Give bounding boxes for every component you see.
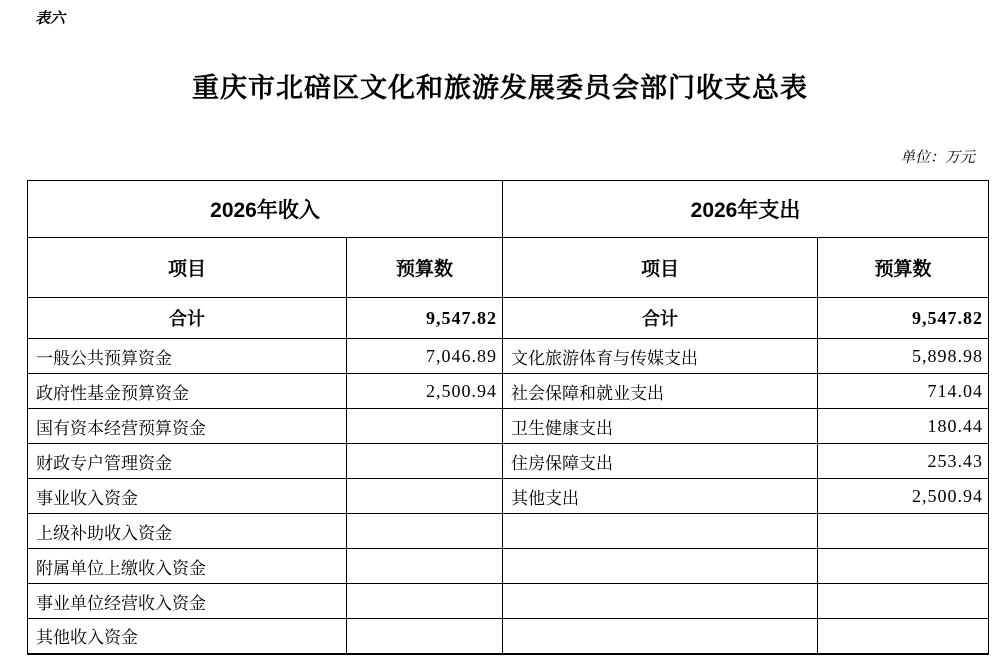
income-value-cell	[347, 514, 503, 549]
page-title: 重庆市北碚区文化和旅游发展委员会部门收支总表	[192, 73, 808, 103]
expense-value-cell: 253.43	[818, 444, 989, 479]
table-row	[28, 444, 989, 479]
table-row	[28, 549, 989, 584]
income-value-cell	[347, 479, 503, 514]
table-number-label: 表六	[35, 11, 66, 27]
income-item-cell: 财政专户管理资金	[28, 444, 347, 479]
expense-item-cell	[503, 514, 818, 549]
expense-group-header: 2026年支出	[503, 181, 989, 238]
expense-value-cell	[818, 514, 989, 549]
total-row	[28, 298, 989, 339]
expense-value-cell: 714.04	[818, 374, 989, 409]
expense-item-cell	[503, 584, 818, 619]
income-value-cell: 2,500.94	[347, 374, 503, 409]
expense-item-column-header: 项目	[503, 238, 818, 298]
unit-note: 单位：万元	[899, 150, 975, 166]
income-value-cell	[347, 444, 503, 479]
income-group-header: 2026年收入	[28, 181, 503, 238]
table-row	[28, 339, 989, 374]
expense-budget-column-header: 预算数	[818, 238, 989, 298]
income-value-cell	[347, 619, 503, 654]
expense-total-label: 合计	[503, 298, 818, 339]
column-header-row	[28, 238, 989, 298]
income-value-cell: 7,046.89	[347, 339, 503, 374]
income-total-label: 合计	[28, 298, 347, 339]
expense-item-cell	[503, 549, 818, 584]
table-row	[28, 514, 989, 549]
expense-value-cell	[818, 584, 989, 619]
budget-summary-table	[27, 180, 989, 655]
group-header-row	[28, 181, 989, 238]
expense-value-cell	[818, 549, 989, 584]
expense-item-cell: 住房保障支出	[503, 444, 818, 479]
income-value-cell	[347, 549, 503, 584]
expense-value-cell: 5,898.98	[818, 339, 989, 374]
income-item-column-header: 项目	[28, 238, 347, 298]
income-value-cell	[347, 584, 503, 619]
table-row	[28, 374, 989, 409]
income-value-cell	[347, 409, 503, 444]
expense-total-value: 9,547.82	[818, 298, 989, 339]
table-row	[28, 619, 989, 654]
income-item-cell: 上级补助收入资金	[28, 514, 347, 549]
income-total-value: 9,547.82	[347, 298, 503, 339]
table-row	[28, 584, 989, 619]
expense-item-cell: 社会保障和就业支出	[503, 374, 818, 409]
expense-value-cell	[818, 619, 989, 654]
table-row	[28, 479, 989, 514]
income-item-cell: 附属单位上缴收入资金	[28, 549, 347, 584]
expense-item-cell: 文化旅游体育与传媒支出	[503, 339, 818, 374]
income-item-cell: 一般公共预算资金	[28, 339, 347, 374]
income-item-cell: 政府性基金预算资金	[28, 374, 347, 409]
income-budget-column-header: 预算数	[347, 238, 503, 298]
expense-value-cell: 180.44	[818, 409, 989, 444]
expense-item-cell: 其他支出	[503, 479, 818, 514]
expense-value-cell: 2,500.94	[818, 479, 989, 514]
income-item-cell: 事业单位经营收入资金	[28, 584, 347, 619]
income-item-cell: 其他收入资金	[28, 619, 347, 654]
income-item-cell: 事业收入资金	[28, 479, 347, 514]
table-row	[28, 409, 989, 444]
expense-item-cell	[503, 619, 818, 654]
expense-item-cell: 卫生健康支出	[503, 409, 818, 444]
income-item-cell: 国有资本经营预算资金	[28, 409, 347, 444]
